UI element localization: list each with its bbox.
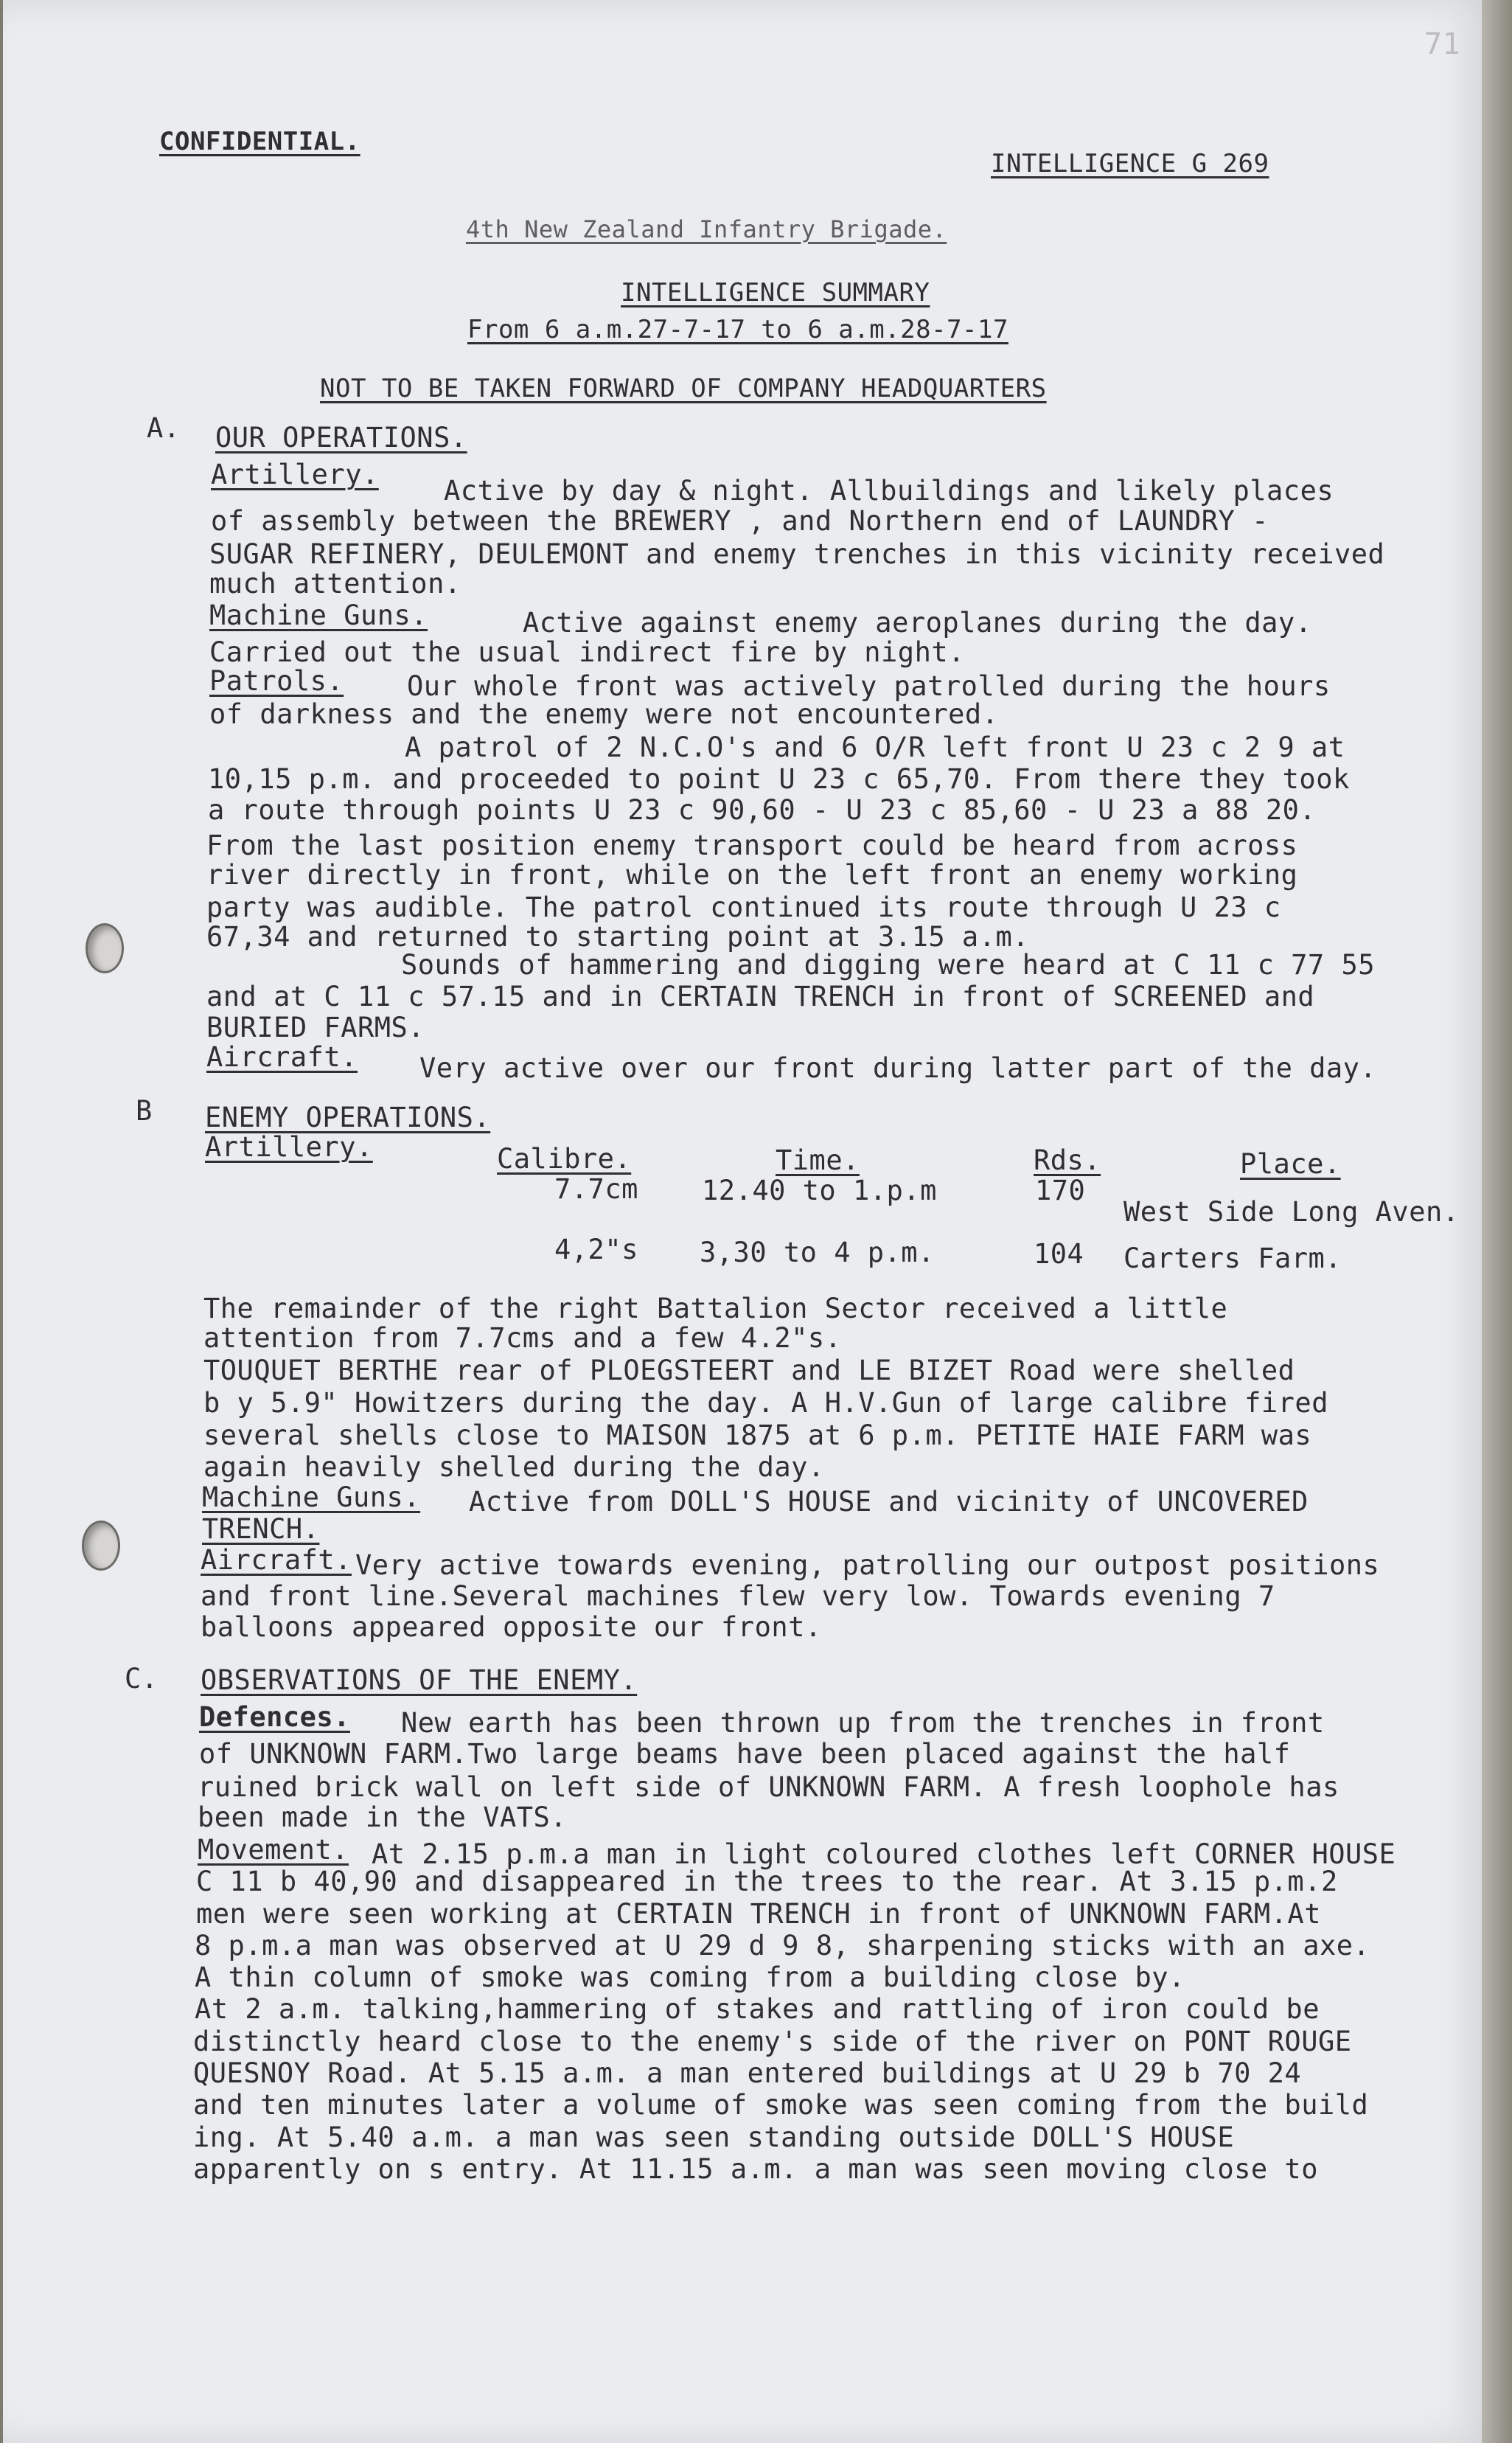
c-defences-label: Defences. xyxy=(199,1701,350,1733)
a-patrols-line-3: A patrol of 2 N.C.O's and 6 O/R left front U 23 c 2 9 at xyxy=(405,731,1345,763)
section-a-heading: OUR OPERATIONS. xyxy=(215,422,467,453)
section-b-letter: B xyxy=(136,1095,153,1127)
a-aircraft-text: Very active over our front during latter part of the day. xyxy=(419,1052,1377,1084)
table-header-place: Place. xyxy=(1240,1148,1341,1180)
a-patrols-line-8: party was audible. The patrol continued its route through U 23 c xyxy=(206,892,1281,923)
section-a-letter: A. xyxy=(147,412,181,444)
c-movement-line-10: ing. At 5.40 a.m. a man was seen standing outside DOLL'S HOUSE xyxy=(193,2121,1235,2153)
b-artillery-line-3: TOUQUET BERTHE rear of PLOEGSTEERT and LE BIZET Road were shelled xyxy=(203,1355,1295,1386)
a-artillery-line-4: much attention. xyxy=(209,568,461,600)
c-movement-line-5: A thin column of smoke was coming from a building close by. xyxy=(195,1961,1185,1993)
b-aircraft-label: Aircraft. xyxy=(201,1544,352,1576)
section-b-heading: ENEMY OPERATIONS. xyxy=(205,1102,491,1133)
summary-period: From 6 a.m.27-7-17 to 6 a.m.28-7-17 xyxy=(467,315,1008,344)
a-machine-guns-label: Machine Guns. xyxy=(209,600,428,631)
classification-stamp: CONFIDENTIAL. xyxy=(159,127,360,156)
c-defences-line-4: been made in the VATS. xyxy=(198,1801,568,1833)
table-row-1-calibre: 7.7cm xyxy=(554,1173,638,1205)
reference-number: INTELLIGENCE G 269 xyxy=(991,149,1269,178)
table-row-2-time: 3,30 to 4 p.m. xyxy=(700,1237,935,1268)
a-artillery-line-2: of assembly between the BREWERY , and Northern end of LAUNDRY - xyxy=(211,505,1269,537)
a-machine-guns-line-2: Carried out the usual indirect fire by night. xyxy=(209,636,965,668)
b-aircraft-line-2: and front line.Several machines flew very low. Towards evening 7 xyxy=(201,1580,1275,1612)
table-header-time: Time. xyxy=(776,1144,860,1176)
c-defences-line-1: New earth has been thrown up from the trenches in front xyxy=(401,1707,1325,1739)
b-machine-guns-line-1: Active from DOLL'S HOUSE and vicinity of UNCOVERED xyxy=(469,1486,1309,1518)
c-movement-line-7: distinctly heard close to the enemy's side of the river on PONT ROUGE xyxy=(193,2026,1352,2057)
a-patrols-line-4: 10,15 p.m. and proceeded to point U 23 c 65,70. From there they took xyxy=(208,763,1350,795)
document-page xyxy=(3,0,1492,2443)
c-movement-line-11: apparently on s entry. At 11.15 a.m. a man was seen moving close to xyxy=(193,2153,1318,2185)
c-movement-line-2: C 11 b 40,90 and disappeared in the trees to the rear. At 3.15 p.m.2 xyxy=(196,1866,1338,1897)
table-header-calibre: Calibre. xyxy=(497,1143,632,1175)
b-machine-guns-line-2: TRENCH. xyxy=(202,1513,320,1545)
table-header-rounds: Rds. xyxy=(1034,1144,1101,1176)
a-patrols-line-11: and at C 11 c 57.15 and in CERTAIN TRENCH in front of SCREENED and xyxy=(206,981,1315,1012)
a-patrols-line-2: of darkness and the enemy were not encountered. xyxy=(209,698,999,730)
punch-hole-lower xyxy=(82,1521,120,1571)
c-movement-line-1: At 2.15 p.m.a man in light coloured clothes left CORNER HOUSE xyxy=(372,1838,1396,1870)
a-patrols-line-5: a route through points U 23 c 90,60 - U 23 c 85,60 - U 23 a 88 20. xyxy=(208,794,1317,826)
a-patrols-label: Patrols. xyxy=(209,665,344,697)
summary-title: INTELLIGENCE SUMMARY xyxy=(621,278,930,307)
b-aircraft-line-1: Very active towards evening, patrolling our outpost positions xyxy=(355,1549,1380,1581)
a-patrols-line-7: river directly in front, while on the left front an enemy working xyxy=(206,859,1298,891)
c-movement-label: Movement. xyxy=(198,1834,349,1866)
page-number: 71 xyxy=(1424,27,1461,61)
punch-hole-upper xyxy=(86,923,124,973)
c-defences-line-3: ruined brick wall on left side of UNKNOWN FARM. A fresh loophole has xyxy=(198,1771,1339,1803)
a-machine-guns-line-1: Active against enemy aeroplanes during the day. xyxy=(523,607,1312,639)
b-artillery-line-2: attention from 7.7cms and a few 4.2"s. xyxy=(203,1322,842,1354)
table-row-2-calibre: 4,2"s xyxy=(554,1234,638,1265)
a-artillery-line-1: Active by day & night. Allbuildings and likely places xyxy=(444,475,1334,507)
a-patrols-line-1: Our whole front was actively patrolled during the hours xyxy=(407,670,1331,702)
a-artillery-line-3: SUGAR REFINERY, DEULEMONT and enemy trenches in this vicinity received xyxy=(209,538,1385,570)
c-movement-line-4: 8 p.m.a man was observed at U 29 d 9 8, sharpening sticks with an axe. xyxy=(195,1930,1370,1961)
table-row-1-place: West Side Long Aven. xyxy=(1123,1196,1460,1228)
distribution-warning: NOT TO BE TAKEN FORWARD OF COMPANY HEADQUARTERS xyxy=(320,374,1047,403)
a-patrols-line-6: From the last position enemy transport could be heard from across xyxy=(206,830,1298,861)
c-movement-line-3: men were seen working at CERTAIN TRENCH in front of UNKNOWN FARM.At xyxy=(196,1898,1321,1930)
c-movement-line-8: QUESNOY Road. At 5.15 a.m. a man entered buildings at U 29 b 70 24 xyxy=(193,2057,1302,2089)
b-artillery-line-5: several shells close to MAISON 1875 at 6 p.m. PETITE HAIE FARM was xyxy=(203,1419,1312,1451)
c-movement-line-6: At 2 a.m. talking,hammering of stakes and rattling of iron could be xyxy=(195,1993,1320,2025)
b-machine-guns-label: Machine Guns. xyxy=(202,1481,421,1513)
section-c-heading: OBSERVATIONS OF THE ENEMY. xyxy=(201,1664,638,1696)
table-row-1-time: 12.40 to 1.p.m xyxy=(702,1175,937,1206)
unit-heading: 4th New Zealand Infantry Brigade. xyxy=(466,215,947,243)
a-patrols-line-12: BURIED FARMS. xyxy=(206,1012,425,1043)
c-movement-line-9: and ten minutes later a volume of smoke was seen coming from the build xyxy=(193,2089,1369,2121)
b-artillery-label: Artillery. xyxy=(205,1131,373,1163)
table-row-2-rounds: 104 xyxy=(1034,1238,1084,1270)
b-aircraft-line-3: balloons appeared opposite our front. xyxy=(201,1611,822,1643)
a-patrols-line-10: Sounds of hammering and digging were heard at C 11 c 77 55 xyxy=(401,949,1376,981)
c-defences-line-2: of UNKNOWN FARM.Two large beams have been placed against the half xyxy=(199,1738,1291,1770)
b-artillery-line-6: again heavily shelled during the day. xyxy=(203,1451,825,1483)
table-row-1-rounds: 170 xyxy=(1035,1175,1086,1206)
table-row-2-place: Carters Farm. xyxy=(1123,1243,1342,1274)
b-artillery-line-4: b y 5.9" Howitzers during the day. A H.V.Gun of large calibre fired xyxy=(203,1387,1328,1419)
a-patrols-line-9: 67,34 and returned to starting point at 3.15 a.m. xyxy=(206,921,1030,953)
a-aircraft-label: Aircraft. xyxy=(206,1041,358,1073)
page-edge xyxy=(1482,0,1512,2443)
b-artillery-line-1: The remainder of the right Battalion Sector received a little xyxy=(203,1293,1228,1324)
section-c-letter: C. xyxy=(125,1663,158,1695)
a-artillery-label: Artillery. xyxy=(211,459,379,490)
